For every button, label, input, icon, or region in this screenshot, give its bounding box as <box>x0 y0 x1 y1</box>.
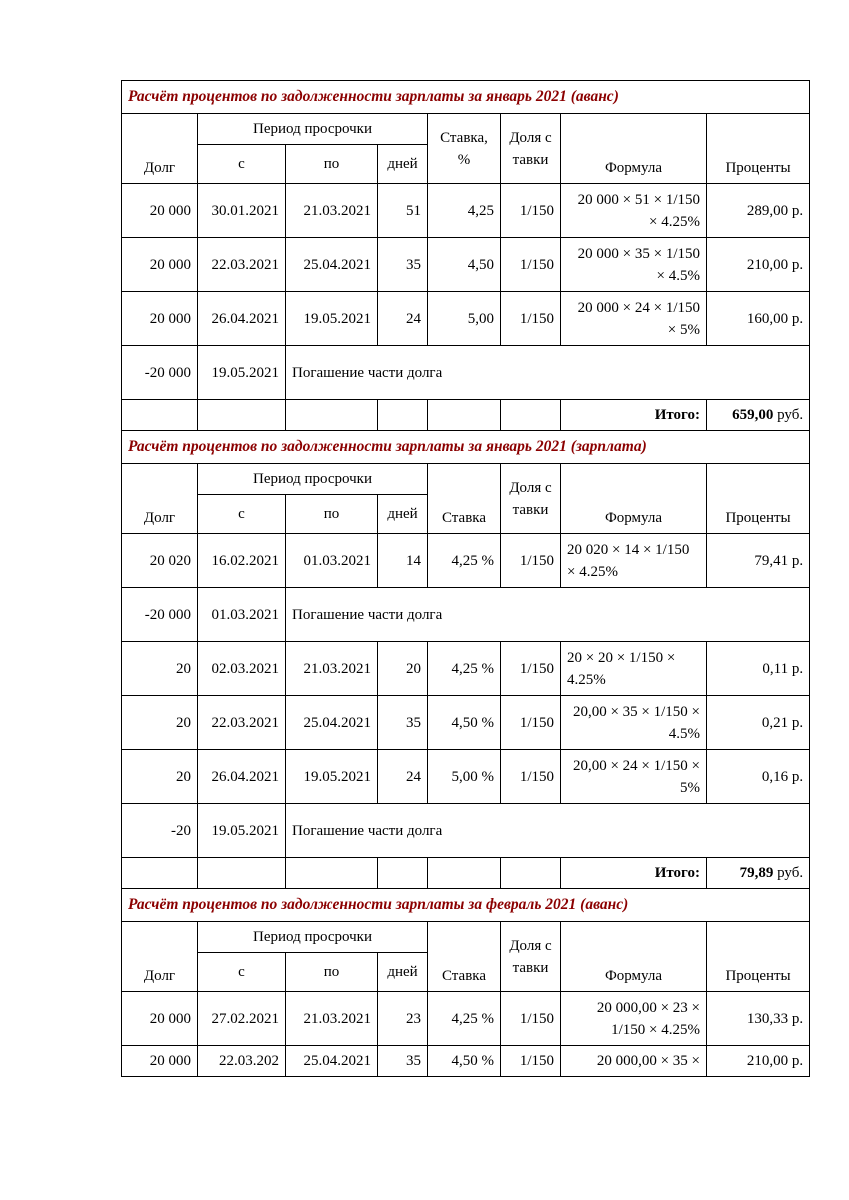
cell-share: 1/150 <box>501 696 561 750</box>
cell-days: 35 <box>378 1046 428 1077</box>
cell-share: 1/150 <box>501 642 561 696</box>
cell-share: 1/150 <box>501 992 561 1046</box>
cell-interest: 160,00 р. <box>707 292 810 346</box>
table-row <box>122 642 810 696</box>
section-3-title: Расчёт процентов по задолженности зарплаты за февраль 2021 (аванс) <box>122 889 810 922</box>
cell-to: 25.04.2021 <box>286 696 378 750</box>
cell-share: 1/150 <box>501 238 561 292</box>
cell-formula: 20 000 × 35 × 1/150 × 4.5% <box>561 238 707 292</box>
cell-formula: 20,00 × 24 × 1/150 × 5% <box>561 750 707 804</box>
header-to: по <box>286 495 378 534</box>
cell-debt: 20 <box>122 750 198 804</box>
cell-to: 25.04.2021 <box>286 238 378 292</box>
cell-debt: 20 <box>122 696 198 750</box>
section-2-title: Расчёт процентов по задолженности зарплаты за январь 2021 (зарплата) <box>122 431 810 464</box>
cell-debt: 20 000 <box>122 1046 198 1077</box>
header-interest: Проценты <box>707 114 810 184</box>
cell-interest: 0,11 р. <box>707 642 810 696</box>
section-2-title-row <box>122 431 810 464</box>
cell-to: 21.03.2021 <box>286 184 378 238</box>
header-formula: Формула <box>561 114 707 184</box>
header-to: по <box>286 953 378 992</box>
table-row <box>122 238 810 292</box>
cell-from: 30.01.2021 <box>198 184 286 238</box>
cell-payment-text: Погашение части долга <box>286 588 810 642</box>
cell-rate: 4,50 <box>428 238 501 292</box>
header-from: с <box>198 495 286 534</box>
cell-formula: 20 000 × 51 × 1/150 × 4.25% <box>561 184 707 238</box>
header-rate: Ставка, % <box>428 114 501 184</box>
cell-days: 51 <box>378 184 428 238</box>
cell-formula: 20 000 × 24 × 1/150 × 5% <box>561 292 707 346</box>
section-1-title-row <box>122 81 810 114</box>
cell-formula: 20 020 × 14 × 1/150 × 4.25% <box>561 534 707 588</box>
interest-calculation-table <box>121 80 810 1077</box>
cell-interest: 0,21 р. <box>707 696 810 750</box>
cell-payment-text: Погашение части долга <box>286 346 810 400</box>
cell-debt: 20 000 <box>122 292 198 346</box>
cell-days: 20 <box>378 642 428 696</box>
cell-debt: 20 020 <box>122 534 198 588</box>
header-share: Доля ставки <box>501 114 561 184</box>
header-days: дней <box>378 495 428 534</box>
cell-share: 1/150 <box>501 292 561 346</box>
total-label: Итого: <box>561 858 707 889</box>
table-row <box>122 184 810 238</box>
cell-days: 35 <box>378 238 428 292</box>
payment-row <box>122 804 810 858</box>
cell-days: 14 <box>378 534 428 588</box>
cell-interest: 210,00 р. <box>707 238 810 292</box>
total-label: Итого: <box>561 400 707 431</box>
cell-formula: 20 000,00 × 35 × <box>561 1046 707 1077</box>
payment-row <box>122 346 810 400</box>
cell-to: 19.05.2021 <box>286 292 378 346</box>
table-row <box>122 696 810 750</box>
cell-from: 22.03.2021 <box>198 696 286 750</box>
cell-debt: 20 <box>122 642 198 696</box>
cell-to: 21.03.2021 <box>286 992 378 1046</box>
cell-days: 24 <box>378 750 428 804</box>
total-value-cell <box>707 858 810 889</box>
header-debt: Долг <box>122 922 198 992</box>
cell-formula: 20 × 20 × 1/150 × 4.25% <box>561 642 707 696</box>
cell-interest: 289,00 р. <box>707 184 810 238</box>
total-value: 659,00 <box>732 407 774 423</box>
header-interest: Проценты <box>707 464 810 534</box>
cell-rate: 5,00 <box>428 292 501 346</box>
payment-row <box>122 588 810 642</box>
cell-to: 19.05.2021 <box>286 750 378 804</box>
total-row <box>122 858 810 889</box>
cell-to: 01.03.2021 <box>286 534 378 588</box>
cell-interest: 130,33 р. <box>707 992 810 1046</box>
document-page <box>121 80 809 1077</box>
cell-from: 16.02.2021 <box>198 534 286 588</box>
cell-debt: -20 000 <box>122 588 198 642</box>
cell-debt: 20 000 <box>122 184 198 238</box>
cell-rate: 4,25 % <box>428 992 501 1046</box>
cell-from: 26.04.2021 <box>198 750 286 804</box>
cell-share: 1/150 <box>501 1046 561 1077</box>
header-days: дней <box>378 145 428 184</box>
header-days: дней <box>378 953 428 992</box>
total-unit: руб. <box>777 407 804 423</box>
cell-days: 35 <box>378 696 428 750</box>
cell-from: 26.04.2021 <box>198 292 286 346</box>
header-from: с <box>198 145 286 184</box>
cell-interest: 0,16 р. <box>707 750 810 804</box>
section-3-title-row <box>122 889 810 922</box>
cell-interest: 210,00 р. <box>707 1046 810 1077</box>
cell-share: 1/150 <box>501 750 561 804</box>
cell-payment-text: Погашение части долга <box>286 804 810 858</box>
header-period: Период просрочки <box>198 464 428 495</box>
cell-payment-date: 19.05.2021 <box>198 346 286 400</box>
header-period: Период просрочки <box>198 922 428 953</box>
cell-rate: 4,25 <box>428 184 501 238</box>
cell-interest: 79,41 р. <box>707 534 810 588</box>
cell-payment-date: 01.03.2021 <box>198 588 286 642</box>
section-1-header-top <box>122 114 810 145</box>
table-row <box>122 534 810 588</box>
cell-rate: 4,25 % <box>428 642 501 696</box>
total-value: 79,89 <box>739 865 774 881</box>
cell-debt: -20 000 <box>122 346 198 400</box>
header-debt: Долг <box>122 114 198 184</box>
table-row <box>122 292 810 346</box>
header-formula: Формула <box>561 464 707 534</box>
cell-formula: 20,00 × 35 × 1/150 × 4.5% <box>561 696 707 750</box>
cell-payment-date: 19.05.2021 <box>198 804 286 858</box>
table-row <box>122 750 810 804</box>
total-unit: руб. <box>777 865 804 881</box>
cell-rate: 5,00 % <box>428 750 501 804</box>
cell-from: 22.03.202 <box>198 1046 286 1077</box>
cell-formula: 20 000,00 × 23 × 1/150 × 4.25% <box>561 992 707 1046</box>
cell-days: 24 <box>378 292 428 346</box>
header-to: по <box>286 145 378 184</box>
cell-from: 02.03.2021 <box>198 642 286 696</box>
header-interest: Проценты <box>707 922 810 992</box>
cell-share: 1/150 <box>501 184 561 238</box>
header-rate: Ставка <box>428 464 501 534</box>
cell-share: 1/150 <box>501 534 561 588</box>
cell-debt: 20 000 <box>122 992 198 1046</box>
section-2-header-top <box>122 464 810 495</box>
header-period: Период просрочки <box>198 114 428 145</box>
cell-rate: 4,50 % <box>428 1046 501 1077</box>
cell-days: 23 <box>378 992 428 1046</box>
cell-to: 25.04.2021 <box>286 1046 378 1077</box>
header-formula: Формула <box>561 922 707 992</box>
header-rate: Ставка <box>428 922 501 992</box>
cell-rate: 4,25 % <box>428 534 501 588</box>
table-row <box>122 1046 810 1077</box>
cell-debt: -20 <box>122 804 198 858</box>
table-row <box>122 992 810 1046</box>
cell-to: 21.03.2021 <box>286 642 378 696</box>
section-1-title: Расчёт процентов по задолженности зарплаты за январь 2021 (аванс) <box>122 81 810 114</box>
total-value-cell <box>707 400 810 431</box>
header-share: Доля ставки <box>501 922 561 992</box>
cell-from: 27.02.2021 <box>198 992 286 1046</box>
section-3-header-top <box>122 922 810 953</box>
cell-from: 22.03.2021 <box>198 238 286 292</box>
header-debt: Долг <box>122 464 198 534</box>
cell-rate: 4,50 % <box>428 696 501 750</box>
header-share: Доля ставки <box>501 464 561 534</box>
header-from: с <box>198 953 286 992</box>
total-row <box>122 400 810 431</box>
cell-debt: 20 000 <box>122 238 198 292</box>
